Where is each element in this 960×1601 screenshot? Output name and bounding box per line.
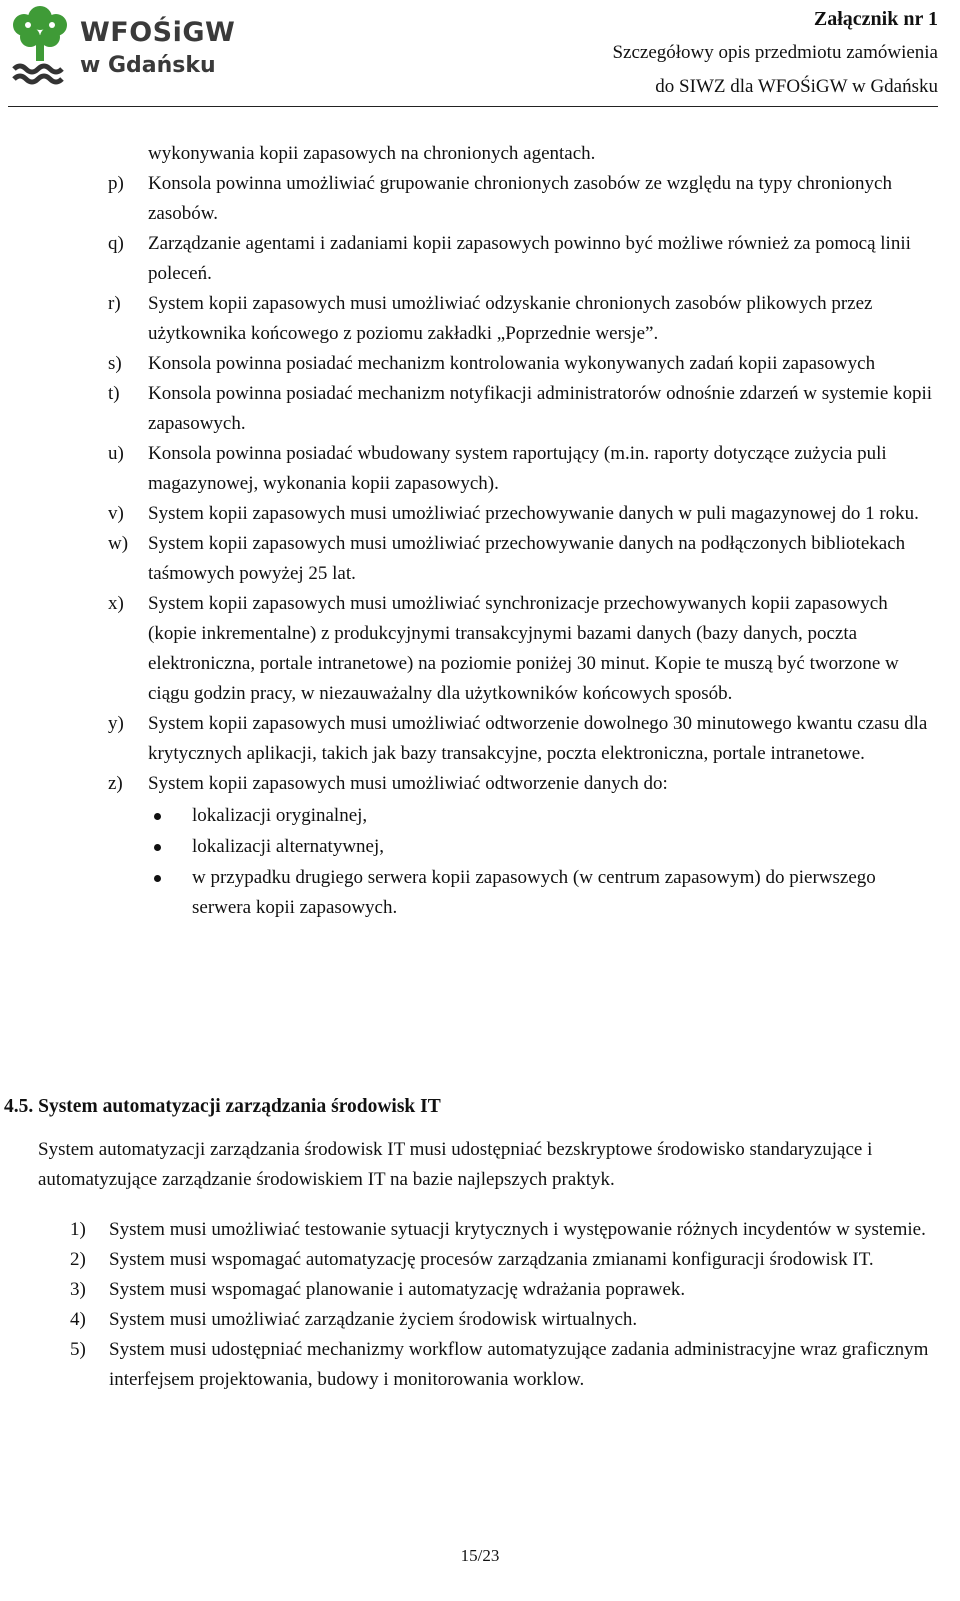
list-item-label: p) bbox=[108, 173, 124, 194]
list-item-label: u) bbox=[108, 443, 124, 464]
bullet-item bbox=[148, 832, 938, 862]
list-item-label: w) bbox=[108, 533, 129, 554]
attachment-title: Załącznik nr 1 bbox=[813, 8, 938, 30]
wfosigw-logo bbox=[8, 5, 248, 87]
list-item-text: Zarządzanie agentami i zadaniami kopii zapasowych powinno być możliwe również za pomocą linii poleceń. bbox=[148, 233, 911, 284]
restore-targets-list bbox=[108, 801, 938, 923]
section-paragraph: System automatyzacji zarządzania środowisk IT musi udostępniać bezskryptowe środowisko standaryzujące i automatyzujące zarządzanie środowiskiem IT na bazie najlepszych praktyk. bbox=[38, 1139, 873, 1190]
list-item-text: System kopii zapasowych musi umożliwiać odzyskanie chronionych zasobów plikowych przez użytkownika końcowego z poziomu zakładki „Poprzednie wersje”. bbox=[148, 293, 873, 344]
list-item bbox=[70, 1305, 940, 1335]
list-item-label: 4) bbox=[70, 1309, 86, 1330]
document-header bbox=[612, 2, 938, 104]
section-heading: 4.5. System automatyzacji zarządzania środowisk IT bbox=[4, 1096, 441, 1117]
list-item-text: System kopii zapasowych musi umożliwiać odtworzenie danych do: bbox=[148, 773, 668, 794]
list-item bbox=[108, 499, 938, 529]
list-item bbox=[108, 709, 938, 769]
numbered-list bbox=[70, 1215, 940, 1395]
bullet-item bbox=[148, 801, 938, 831]
bullet-text: lokalizacji alternatywnej, bbox=[192, 836, 385, 857]
list-item-label: x) bbox=[108, 593, 124, 614]
bullet-item bbox=[148, 863, 938, 923]
list-item-text: Konsola powinna posiadać mechanizm notyfikacji administratorów odnośnie zdarzeń w systemie kopii zapasowych. bbox=[148, 383, 933, 434]
list-item-label: s) bbox=[108, 353, 122, 374]
bullet-text: lokalizacji oryginalnej, bbox=[192, 805, 368, 826]
list-item bbox=[108, 229, 938, 289]
list-continuation: wykonywania kopii zapasowych na chronionych agentach. bbox=[148, 143, 596, 164]
list-item-label: r) bbox=[108, 293, 121, 314]
list-item-label: z) bbox=[108, 773, 123, 794]
list-item bbox=[108, 349, 938, 379]
header-subtitle-1: Szczegółowy opis przedmiotu zamówienia bbox=[612, 42, 938, 63]
header-subtitle-2: do SIWZ dla WFOŚiGW w Gdańsku bbox=[655, 76, 938, 97]
list-item-label: 1) bbox=[70, 1219, 86, 1240]
page-number: 15/23 bbox=[460, 1546, 500, 1565]
list-item-text: System kopii zapasowych musi umożliwiać odtworzenie dowolnego 30 minutowego kwantu czasu dla krytycznych aplikacji, takich jak bazy transakcyjne, poczta elektroniczna, portale intranetowe. bbox=[148, 713, 928, 764]
list-item-text: System musi umożliwiać zarządzanie życiem środowisk wirtualnych. bbox=[109, 1309, 638, 1330]
list-item bbox=[108, 439, 938, 499]
bullet-dot-icon bbox=[154, 844, 161, 851]
list-item-label: 5) bbox=[70, 1339, 86, 1360]
list-item bbox=[70, 1275, 940, 1305]
list-item-text: Konsola powinna umożliwiać grupowanie chronionych zasobów ze względu na typy chronionych zasobów. bbox=[148, 173, 892, 224]
list-item-text: Konsola powinna posiadać wbudowany system raportujący (m.in. raporty dotyczące zużycia puli magazynowej, wykonania kopii zapasowych). bbox=[148, 443, 887, 494]
list-item-text: System kopii zapasowych musi umożliwiać synchronizacje przechowywanych kopii zapasowych (kopie inkrementalne) z produkcyjnymi transakcyjnymi bazami danych (bazy danych, poczta elektroniczna, portale intranetowe) na poziomie poniżej 30 minut. Kopie te muszą być tworzone w ciągu godzin pracy, w niezauważalny dla użytkowników końcowych sposób. bbox=[148, 593, 899, 704]
logo-name: WFOŚiGW bbox=[80, 17, 236, 48]
list-item-text: System kopii zapasowych musi umożliwiać przechowywanie danych w puli magazynowej do 1 roku. bbox=[148, 503, 919, 524]
list-item-label: q) bbox=[108, 233, 124, 254]
list-item-label: 3) bbox=[70, 1279, 86, 1300]
list-item-label: 2) bbox=[70, 1249, 86, 1270]
bullet-dot-icon bbox=[154, 875, 161, 882]
bullet-text: w przypadku drugiego serwera kopii zapasowych (w centrum zapasowym) do pierwszego serwera kopii zapasowych. bbox=[192, 867, 876, 918]
list-item bbox=[108, 769, 938, 799]
list-item bbox=[108, 379, 938, 439]
list-item bbox=[70, 1335, 940, 1395]
list-item-text: System kopii zapasowych musi umożliwiać przechowywanie danych na podłączonych bibliotekach taśmowych powyżej 25 lat. bbox=[148, 533, 906, 584]
tree-logo-icon bbox=[8, 5, 78, 87]
list-item-text: System musi udostępniać mechanizmy workflow automatyzujące zadania administracyjne wraz graficznym interfejsem projektowania, budowy i monitorowania worklow. bbox=[109, 1339, 929, 1390]
list-item bbox=[70, 1215, 940, 1245]
list-item bbox=[108, 169, 938, 229]
list-item bbox=[108, 589, 938, 709]
list-item-label: t) bbox=[108, 383, 120, 404]
bullet-dot-icon bbox=[154, 813, 161, 820]
list-item bbox=[108, 289, 938, 349]
list-item-text: Konsola powinna posiadać mechanizm kontrolowania wykonywanych zadań kopii zapasowych bbox=[148, 353, 876, 374]
list-item-text: System musi umożliwiać testowanie sytuacji krytycznych i występowanie różnych incydentów w systemie. bbox=[109, 1219, 926, 1240]
list-item-label: y) bbox=[108, 713, 124, 734]
list-item bbox=[108, 529, 938, 589]
list-item bbox=[70, 1245, 940, 1275]
requirements-list bbox=[108, 139, 938, 924]
list-item-text: System musi wspomagać automatyzację procesów zarządzania zmianami konfiguracji środowisk IT. bbox=[109, 1249, 874, 1270]
list-item-text: System musi wspomagać planowanie i automatyzację wdrażania poprawek. bbox=[109, 1279, 686, 1300]
header-divider bbox=[8, 106, 938, 107]
logo-city: w Gdańsku bbox=[80, 53, 216, 78]
list-item-label: v) bbox=[108, 503, 124, 524]
